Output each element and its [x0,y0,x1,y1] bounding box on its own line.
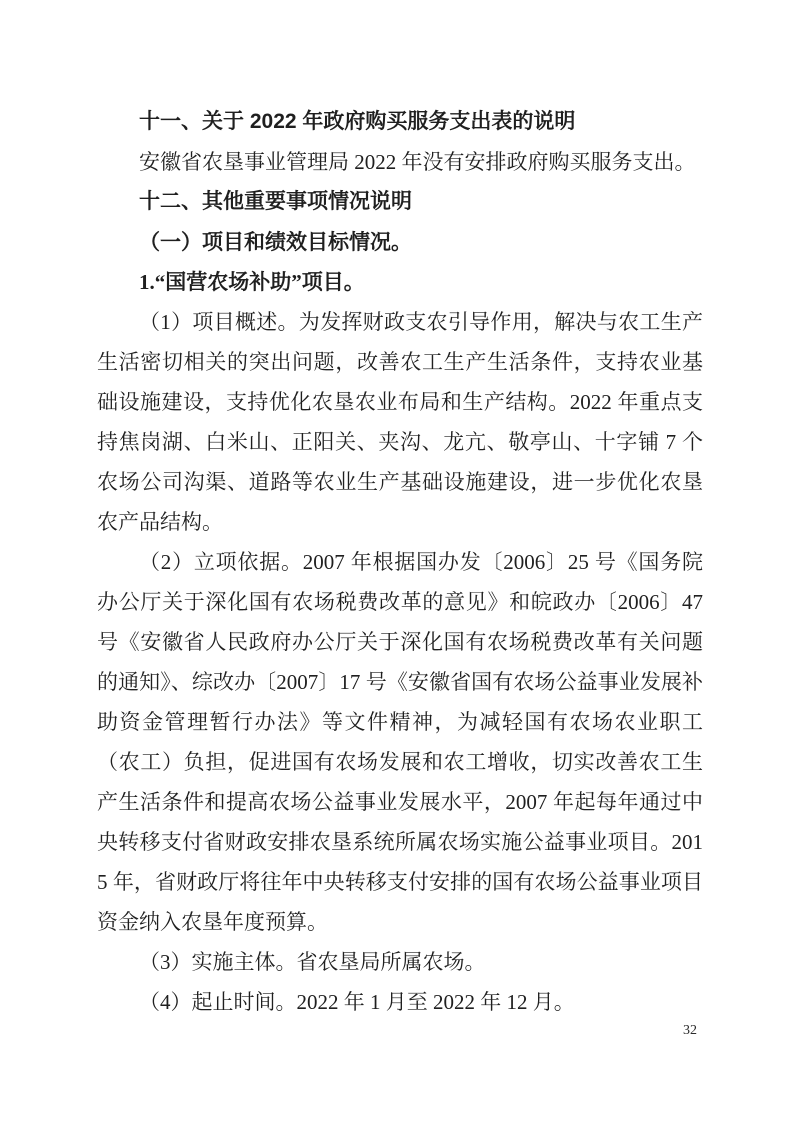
section-heading: 十二、其他重要事项情况说明 [139,190,412,213]
paragraph: 安徽省农垦事业管理局 2022 年没有安排政府购买服务支出。 [139,150,696,174]
section-heading: （一）项目和绩效目标情况。 [139,230,412,254]
paragraph: （3）实施主体。省农垦局所属农场。 [139,950,486,974]
section-heading: 十一、关于 2022 年政府购买服务支出表的说明 [139,110,576,133]
paragraph: （2）立项依据。2007 年根据国办发〔2006〕25 号《国务院办公厅关于深化国有农场税费改革的意见》和皖政办〔2006〕47 号《安徽省人民政府办公厅关于深化国有农场税费改革有关问题的通知》、综改办〔2007〕17 号《安徽省国有农场公益事业发展补助资金管理暂行办法》等文件精神，为减轻国有农场农业职工（农工）负担，促进国有农场发展和农工增收，切实改善农工生产生活条件和提高农场公益事业发展水平，2007 年起每年通过中央转移支付省财政安排农垦系统所属农场实施公益事业项目。2015 年，省财政厅将往年中央转移支付安排的国有农场公益事业项目资金纳入农垦年度预算。 [97,550,703,934]
section-heading: 1.“国营农场补助”项目。 [139,270,365,294]
document-body [97,102,703,1022]
paragraph: （4）起止时间。2022 年 1 月至 2022 年 12 月。 [139,990,575,1014]
paragraph: （1）项目概述。为发挥财政支农引导作用，解决与农工生产生活密切相关的突出问题，改善农工生产生活条件，支持农业基础设施建设，支持优化农垦农业布局和生产结构。2022 年重点支持焦岗湖、白米山、正阳关、夹沟、龙亢、敬亭山、十字铺 7 个农场公司沟渠、道路等农业生产基础设施建设，进一步优化农垦农产品结构。 [97,310,703,534]
page-number: 32 [683,1023,697,1038]
